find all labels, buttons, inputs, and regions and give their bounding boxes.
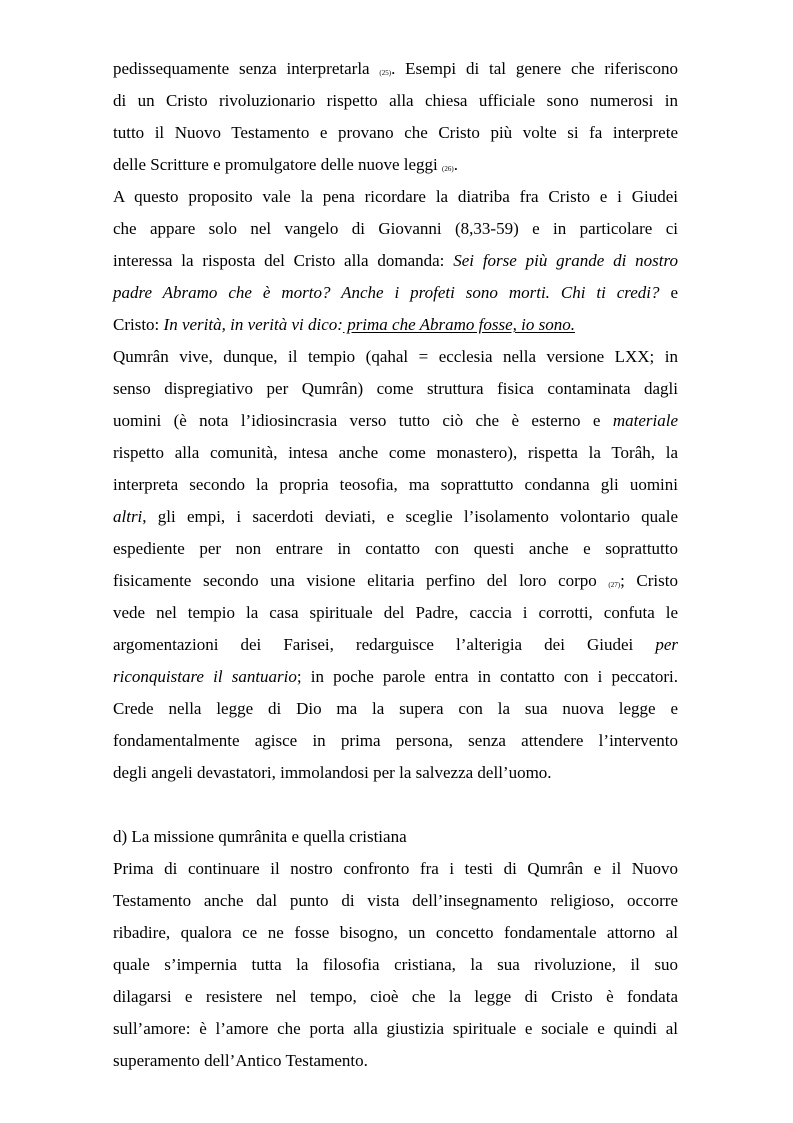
text-line: Qumrân vive, dunque, il tempio (qahal = ecclesia nella versione LXX; in xyxy=(113,347,678,366)
text-line: riconquistare il santuario; in poche parole entra in contatto con i peccatori. xyxy=(113,667,679,686)
footnote-ref-27[interactable]: (27) xyxy=(608,581,621,589)
section-heading: d) La missione qumrânita e quella cristiana xyxy=(113,827,407,846)
text-line: tutto il Nuovo Testamento e provano che Cristo più volte si fa interprete xyxy=(113,123,678,142)
text-line: padre Abramo che è morto? Anche i profeti sono morti. Chi ti credi? e xyxy=(113,283,679,302)
paragraph-4 xyxy=(113,853,678,1077)
text-line: superamento dell’Antico Testamento. xyxy=(113,1051,368,1070)
text-line: fondamentalmente agisce in prima persona, senza attendere l’intervento xyxy=(113,731,678,750)
text-line: quale s’impernia tutta la filosofia cristiana, la sua rivoluzione, il suo xyxy=(113,955,678,974)
paragraph-1 xyxy=(113,53,678,181)
text-line: sull’amore: è l’amore che porta alla giustizia spirituale e sociale e quindi al xyxy=(113,1019,678,1038)
text-line: degli angeli devastatori, immolandosi per la salvezza dell’uomo. xyxy=(113,763,552,782)
text-line: A questo proposito vale la pena ricordare la diatriba fra Cristo e i Giudei xyxy=(113,187,678,206)
text-line: Prima di continuare il nostro confronto fra i testi di Qumrân e il Nuovo xyxy=(113,859,678,878)
paragraph-2 xyxy=(113,181,678,341)
emphasis-italic: materiale xyxy=(612,411,678,430)
emphasis-italic: per xyxy=(655,635,678,654)
quote-underlined: prima che Abramo fosse, io sono. xyxy=(342,315,575,334)
text-line: pedissequamente senza interpretarla (25). Esempi di tal genere che riferiscono xyxy=(113,59,678,78)
text-line: di un Cristo rivoluzionario rispetto alla chiesa ufficiale sono numerosi in xyxy=(113,91,678,110)
quote-italic: padre Abramo che è morto? Anche i profeti sono morti. Chi ti credi? xyxy=(113,283,660,302)
document-page xyxy=(113,53,678,1077)
text-line: delle Scritture e promulgatore delle nuove leggi (26). xyxy=(113,155,458,174)
footnote-ref-25[interactable]: (25) xyxy=(379,69,392,77)
text-line: che appare solo nel vangelo di Giovanni (8,33-59) e in particolare ci xyxy=(113,219,678,238)
text-line: dilagarsi e resistere nel tempo, cioè che la legge di Cristo è fondata xyxy=(113,987,678,1006)
text-line: vede nel tempio la casa spirituale del Padre, caccia i corrotti, confuta le xyxy=(113,603,678,622)
text-line: altri, gli empi, i sacerdoti deviati, e sceglie l’isolamento volontario quale xyxy=(113,507,678,526)
paragraph-3 xyxy=(113,341,678,789)
quote-italic: Sei forse più grande di nostro xyxy=(453,251,678,270)
text-line: argomentazioni dei Farisei, redarguisce l’alterigia dei Giudei per xyxy=(113,635,678,654)
text-line: uomini (è nota l’idiosincrasia verso tutto ciò che è esterno e materiale xyxy=(113,411,678,430)
text-line: senso dispregiativo per Qumrân) come struttura fisica contaminata dagli xyxy=(113,379,678,398)
emphasis-italic: altri xyxy=(113,507,143,526)
text-line: rispetto alla comunità, intesa anche come monastero), rispetta la Torâh, la xyxy=(113,443,678,462)
emphasis-italic: riconquistare il santuario xyxy=(113,667,297,686)
text-line: Testamento anche dal punto di vista dell’insegnamento religioso, occorre xyxy=(113,891,678,910)
text-line: Crede nella legge di Dio ma la supera con la sua nuova legge e xyxy=(113,699,678,718)
footnote-ref-26[interactable]: (26) xyxy=(442,165,454,173)
quote-italic: In verità, in verità vi dico: xyxy=(163,315,343,334)
text-line: interpreta secondo la propria teosofia, ma soprattutto condanna gli uomini xyxy=(113,475,678,494)
text-line: fisicamente secondo una visione elitaria perfino del loro corpo (27); Cristo xyxy=(113,571,678,590)
text-line: ribadire, qualora ce ne fosse bisogno, un concetto fondamentale attorno al xyxy=(113,923,678,942)
blank-line xyxy=(113,789,678,821)
text-line: Cristo: In verità, in verità vi dico: prima che Abramo fosse, io sono. xyxy=(113,315,575,334)
text-line: espediente per non entrare in contatto con questi anche e soprattutto xyxy=(113,539,678,558)
text-line: interessa la risposta del Cristo alla domanda: Sei forse più grande di nostro xyxy=(113,251,678,270)
